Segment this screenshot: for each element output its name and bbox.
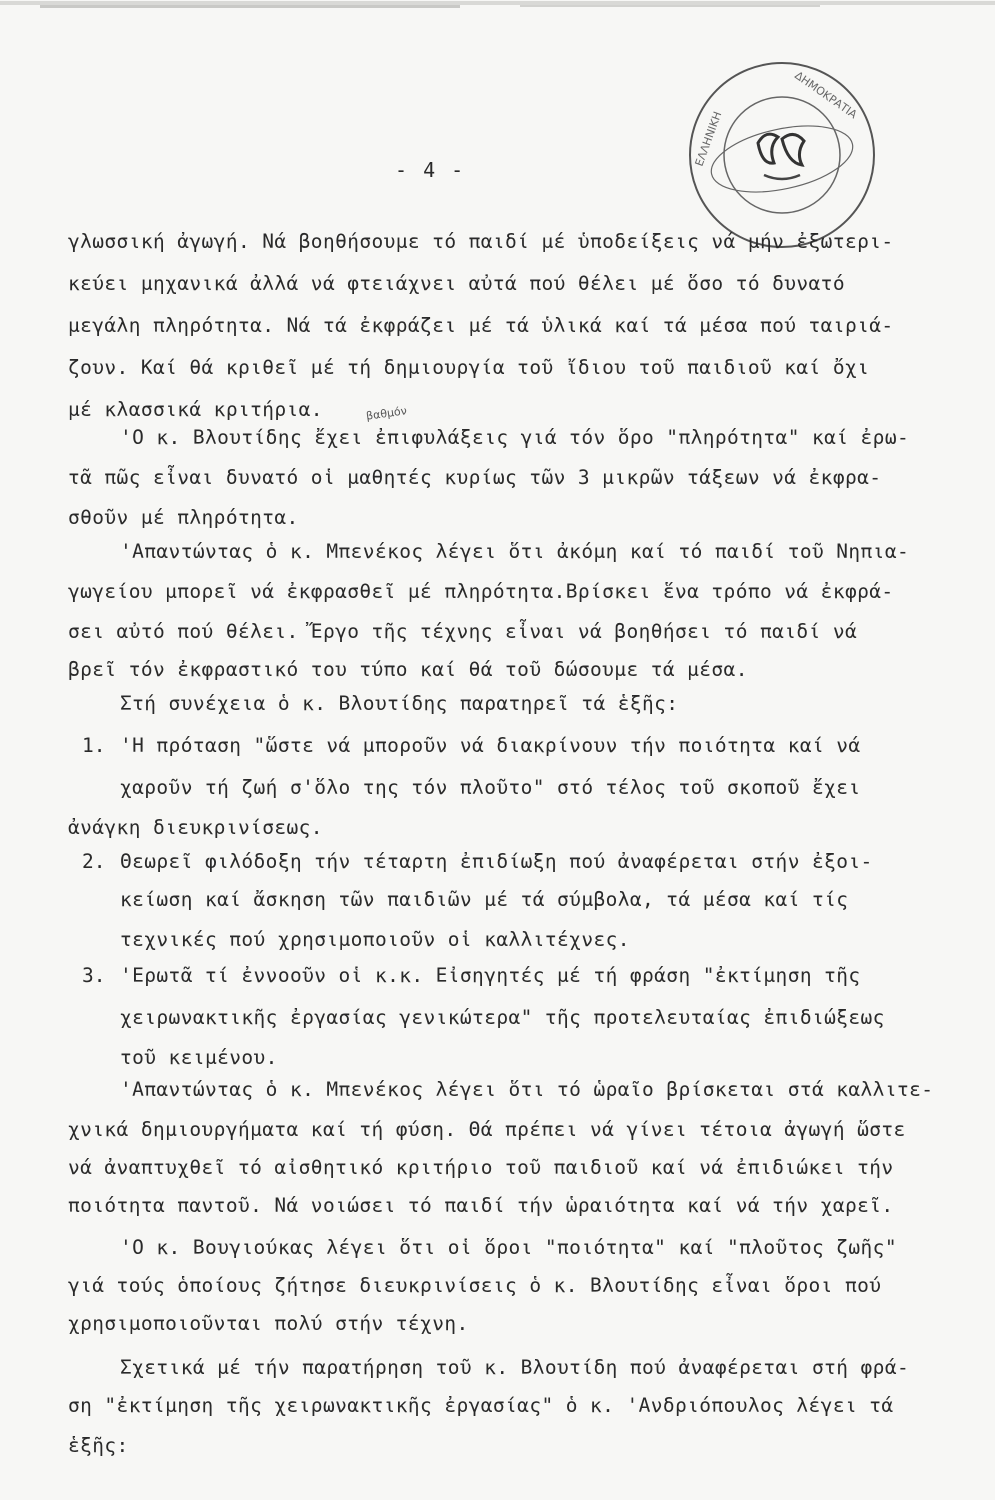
text-line: γλωσσική ἀγωγή. Νά βοηθήσουμε τό παιδί μέ ὑποδείξεις νά μήν ἐξωτερι- <box>68 230 894 253</box>
text-line: 'Απαντώντας ὁ κ. Μπενέκος λέγει ὅτι ἀκόμη καί τό παιδί τοῦ Νηπια- <box>120 540 910 563</box>
text-line: τᾶ πῶς εἶναι δυνατό οἱ μαθητές κυρίως τῶν 3 μικρῶν τάξεων νά ἐκφρα- <box>68 466 882 489</box>
text-line: ἑξῆς: <box>68 1434 129 1457</box>
text-line: Θεωρεῖ φιλόδοξη τήν τέταρτη ἐπιδίωξη πού ἀναφέρεται στήν ἐξοι- <box>120 850 873 873</box>
svg-text:ΔΗΜΟΚΡΑΤΙΑ: ΔΗΜΟΚΡΑΤΙΑ <box>792 68 860 122</box>
text-line: χειρωνακτικῆς ἐργασίας γενικώτερα" τῆς προτελευταίας ἐπιδιώξεως <box>120 1006 885 1029</box>
handwritten-margin-note: βαθμόν <box>365 404 408 423</box>
text-line: ση "ἐκτίμηση τῆς χειρωνακτικῆς ἐργασίας" ὁ κ. 'Ανδριόπουλος λέγει τά <box>68 1394 894 1417</box>
text-line: γωγείου μπορεῖ νά ἐκφρασθεῖ μέ πληρότητα.Βρίσκει ἕνα τρόπο νά ἐκφρά- <box>68 580 894 603</box>
text-line: ποιότητα παντοῦ. Νά νοιώσει τό παιδί τήν ὡραιότητα καί νά τήν χαρεῖ. <box>68 1194 894 1217</box>
text-line: τεχνικές πού χρησιμοποιοῦν οἱ καλλιτέχνες. <box>120 928 630 951</box>
text-line: τοῦ κειμένου. <box>120 1046 278 1069</box>
text-line: μέ κλασσικά κριτήρια. <box>68 398 323 421</box>
text-line: ἀνάγκη διευκρινίσεως. <box>68 816 323 839</box>
text-line: 'Ερωτᾶ τί ἐννοοῦν οἱ κ.κ. Εἰσηγητές μέ τή φράση "ἐκτίμηση τῆς <box>120 964 861 987</box>
scan-top-edge <box>0 0 995 14</box>
text-line: Στή συνέχεια ὁ κ. Βλουτίδης παρατηρεῖ τά ἑξῆς: <box>120 692 679 715</box>
text-line: Σχετικά μέ τήν παρατήρηση τοῦ κ. Βλουτίδη πού ἀναφέρεται στή φρά- <box>120 1356 910 1379</box>
page-number: - 4 - <box>395 158 466 182</box>
text-line: βρεῖ τόν ἐκφραστικό του τύπο καί θά τοῦ δώσουμε τά μέσα. <box>68 658 748 681</box>
text-line: χαροῦν τή ζωή σ'ὅλο της τόν πλοῦτο" στό τέλος τοῦ σκοποῦ ἔχει <box>120 776 861 799</box>
text-line: γιά τούς ὁποίους ζήτησε διευκρινίσεις ὁ κ. Βλουτίδης εἶναι ὅροι πού <box>68 1274 882 1297</box>
list-number: 1. <box>82 734 106 757</box>
text-line: ζουν. Καί θά κριθεῖ μέ τή δημιουργία τοῦ ἴδιου τοῦ παιδιοῦ καί ὄχι <box>68 356 870 379</box>
text-line: χρησιμοποιοῦνται πολύ στήν τέχνη. <box>68 1312 469 1335</box>
text-line: νά ἀναπτυχθεῖ τό αἰσθητικό κριτήριο τοῦ παιδιοῦ καί νά ἐπιδιώκει τήν <box>68 1156 894 1179</box>
text-line: κείωση καί ἄσκηση τῶν παιδιῶν μέ τά σύμβολα, τά μέσα καί τίς <box>120 888 849 911</box>
text-line: 'Η πρόταση "ὥστε νά μποροῦν νά διακρίνουν τήν ποιότητα καί νά <box>120 734 861 757</box>
text-line: σθοῦν μέ πληρότητα. <box>68 506 299 529</box>
text-line: κεύει μηχανικά ἀλλά νά φτειάχνει αὐτά πού θέλει μέ ὅσο τό δυνατό <box>68 272 845 295</box>
text-line: 'Απαντώντας ὁ κ. Μπενέκος λέγει ὅτι τό ὡραῖο βρίσκεται στά καλλιτε- <box>120 1078 934 1101</box>
text-line: μεγάλη πληρότητα. Νά τά ἐκφράζει μέ τά ὑλικά καί τά μέσα πού ταιριά- <box>68 314 894 337</box>
text-line: 'Ο κ. Βλουτίδης ἔχει ἐπιφυλάξεις γιά τόν ὅρο "πληρότητα" καί ἐρω- <box>120 426 910 449</box>
official-seal-stamp <box>682 55 882 255</box>
text-line: 'Ο κ. Βουγιούκας λέγει ὅτι οἱ ὅροι "ποιότητα" καί "πλοῦτος ζωῆς" <box>120 1236 897 1259</box>
list-number: 2. <box>82 850 106 873</box>
text-line: σει αὐτό πού θέλει. Ἔργο τῆς τέχνης εἶναι νά βοηθήσει τό παιδί νά <box>68 620 858 643</box>
text-line: χνικά δημιουργήματα καί τή φύση. Θά πρέπει νά γίνει τέτοια ἀγωγή ὥστε <box>68 1118 906 1141</box>
svg-text:ΕΛΛΗΝΙΚΗ: ΕΛΛΗΝΙΚΗ <box>692 109 725 169</box>
list-number: 3. <box>82 964 106 987</box>
